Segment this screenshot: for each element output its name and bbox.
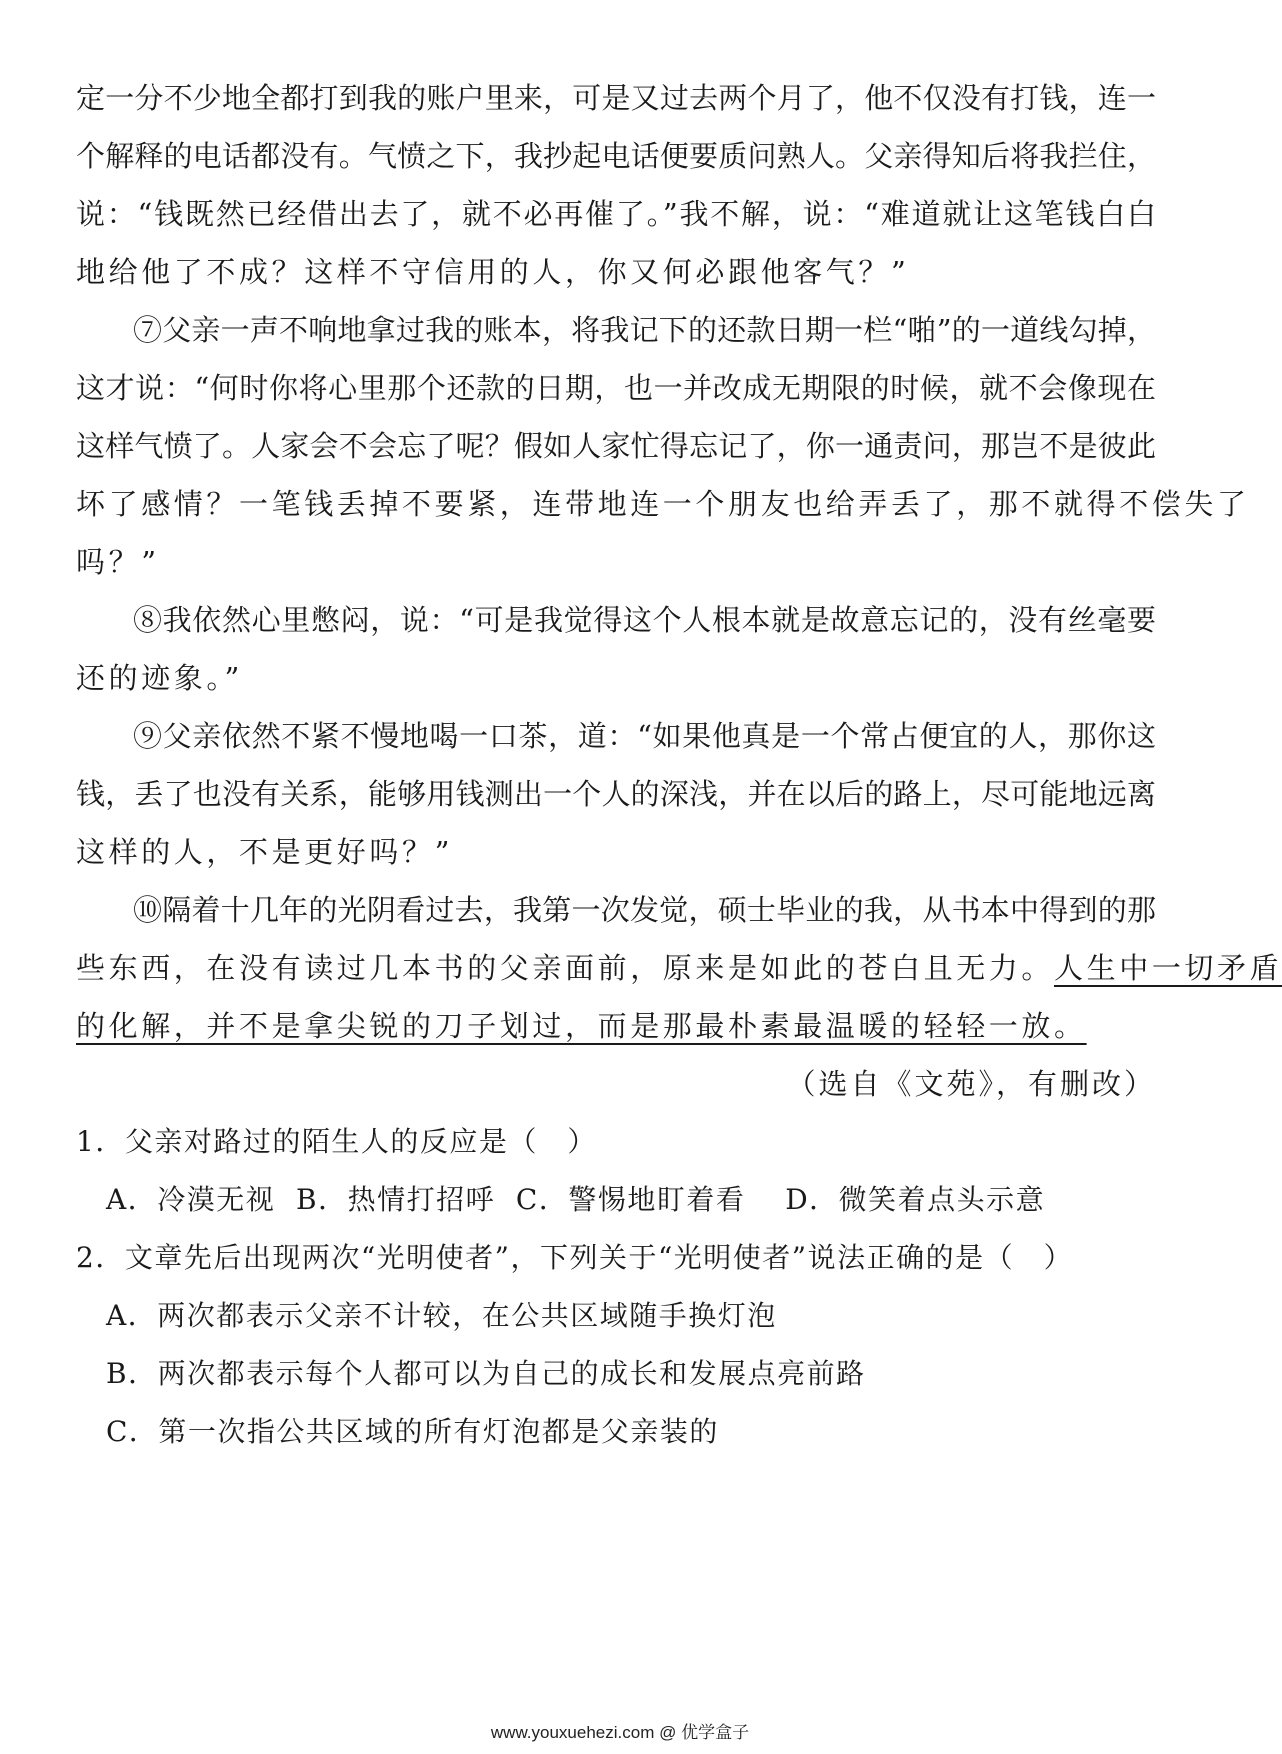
passage-text: 些东西，在没有读过几本书的父亲面前，原来是如此的苍白且无力。 [76, 951, 1055, 985]
underlined-sentence: 人生中一切矛盾 [1054, 951, 1282, 985]
passage-line: 坏了感情？一笔钱丢掉不要紧，连带地连一个朋友也给弄丢了，那不就得不偿失了 [76, 487, 1250, 521]
passage-line: 还的迹象。” [76, 661, 243, 695]
passage-line: 说：“钱既然已经借出去了，就不必再催了。”我不解，说：“难道就让这笔钱白白 [76, 197, 1156, 231]
passage-line: 这样的人，不是更好吗？” [76, 835, 454, 869]
passage-line: 这样气愤了。人家会不会忘了呢？假如人家忙得忘记了，你一通责问，那岂不是彼此 [76, 429, 1156, 463]
question-2-option-a: A．两次都表示父亲不计较，在公共区域随手换灯泡 [106, 1299, 777, 1332]
passage-line: 个解释的电话都没有。气愤之下，我抄起电话便要质问熟人。父亲得知后将我拦住， [76, 139, 1156, 173]
paragraph-10-start: ⑩隔着十几年的光阴看过去，我第一次发觉，硕士毕业的我，从书本中得到的那 [133, 893, 1156, 927]
passage-line: 地给他了不成？这样不守信用的人，你又何必跟他客气？” [76, 255, 910, 289]
question-2-option-b: B．两次都表示每个人都可以为自己的成长和发展点亮前路 [106, 1357, 866, 1390]
passage-line: 吗？” [76, 545, 160, 579]
question-1-stem: 1．父亲对路过的陌生人的反应是（ ） [76, 1125, 597, 1158]
paragraph-7-start: ⑦父亲一声不响地拿过我的账本，将我记下的还款日期一栏“啪”的一道线勾掉， [133, 313, 1156, 347]
question-2-stem: 2．文章先后出现两次“光明使者”，下列关于“光明使者”说法正确的是（ ） [76, 1241, 1074, 1274]
paragraph-9-start: ⑨父亲依然不紧不慢地喝一口茶，道：“如果他真是一个常占便宜的人，那你这 [133, 719, 1156, 753]
underlined-sentence: 的化解，并不是拿尖锐的刀子划过，而是那最朴素最温暖的轻轻一放。 [76, 1009, 1087, 1043]
passage-line: 定一分不少地全都打到我的账户里来，可是又过去两个月了，他不仅没有打钱，连一 [76, 81, 1156, 115]
source-citation: （选自《文苑》，有删改） [786, 1067, 1156, 1101]
passage-line-mixed [76, 948, 1282, 988]
paragraph-8-start: ⑧我依然心里憋闷，说：“可是我觉得这个人根本就是故意忘记的，没有丝毫要 [133, 603, 1156, 637]
question-2-option-c: C．第一次指公共区域的所有灯泡都是父亲装的 [106, 1415, 719, 1448]
passage-line [76, 1006, 1156, 1046]
question-1-options: A．冷漠无视 B．热情打招呼 C．警惕地盯着看 D．微笑着点头示意 [106, 1183, 1046, 1216]
footer-watermark: www.youxuehezi.com @ 优学盒子 [490, 1723, 750, 1742]
passage-line: 这才说：“何时你将心里那个还款的日期，也一并改成无期限的时候，就不会像现在 [76, 371, 1156, 405]
passage-line: 钱，丢了也没有关系，能够用钱测出一个人的深浅，并在以后的路上，尽可能地远离 [76, 777, 1156, 811]
